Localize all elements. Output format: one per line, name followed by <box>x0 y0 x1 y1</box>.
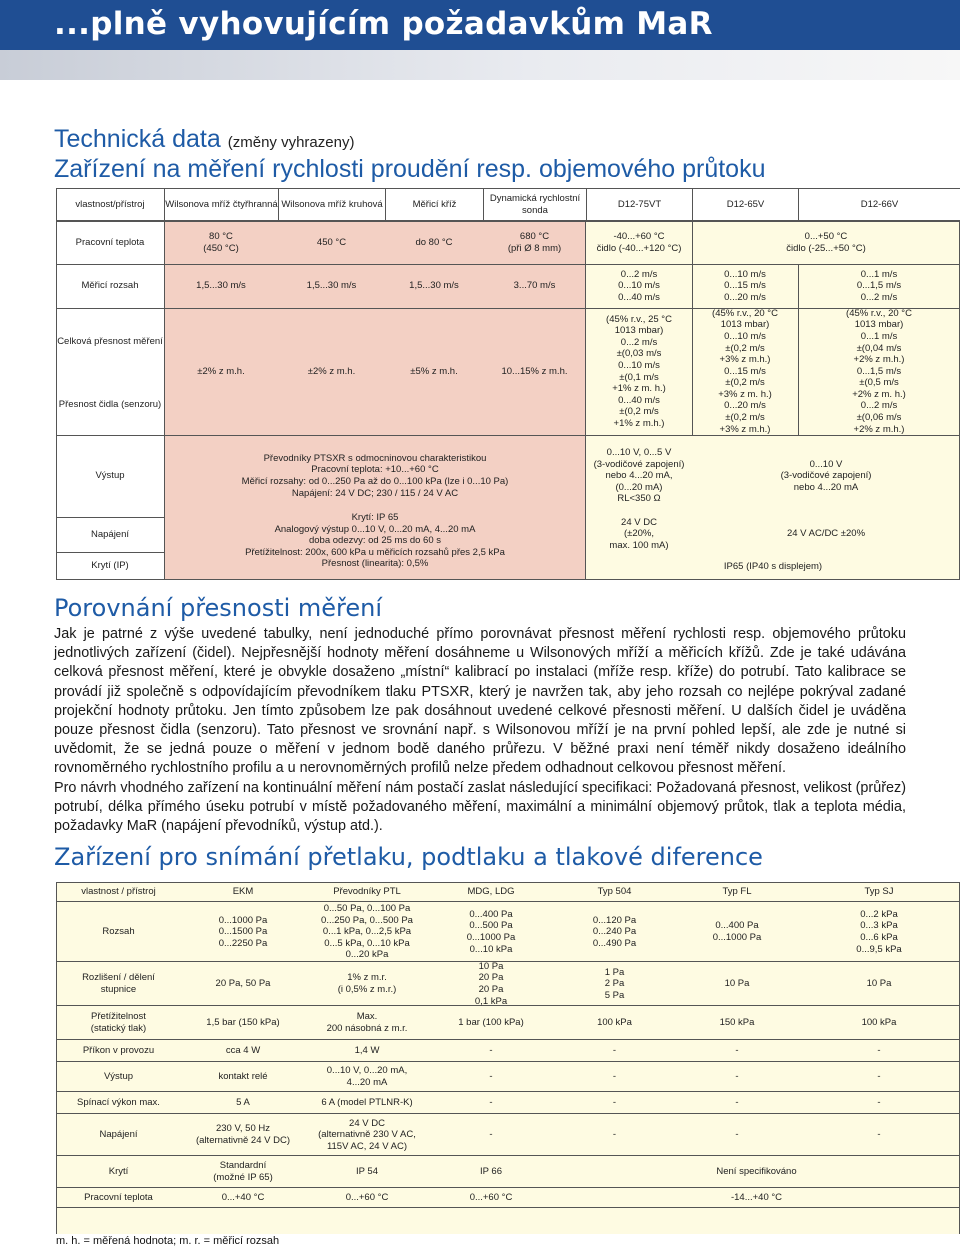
table2-resolution-col-4-text: 1 Pa 2 Pa 5 Pa <box>604 966 625 1001</box>
range-col-5 <box>586 264 692 308</box>
header-banner <box>0 0 960 50</box>
table2-output-col-1-text: kontakt relé <box>218 1071 268 1083</box>
range-col-7-text: 0...1 m/s 0...1,5 m/s 0...2 m/s <box>856 268 902 303</box>
table2-switching-col-5 <box>676 1092 798 1114</box>
table1-header-1-text: Wilsonova mříž čtyřhranná <box>165 198 278 210</box>
output-d12-75vt-text: 0...10 V, 0...5 V (3-vodičové zapojení) nebo 4...20 mA, (0...20 mA) RL<350 Ω <box>593 447 685 505</box>
table2-range-col-2 <box>305 902 429 962</box>
accuracy-col-1-text: ±2% z m.h. <box>197 365 245 377</box>
range-col-6 <box>692 264 798 308</box>
table2-overload-col-5-text: 150 kPa <box>719 1017 755 1029</box>
table2-range-col-4-text: 0...120 Pa 0...240 Pa 0...490 Pa <box>592 914 637 949</box>
ptsxr-description <box>164 446 586 506</box>
table1-header-4-text: Dynamická rychlostní sonda <box>489 192 581 216</box>
range-col-6-text: 0...10 m/s 0...15 m/s 0...20 m/s <box>724 268 766 303</box>
table2-header-2 <box>305 882 429 902</box>
accuracy-col-2 <box>278 308 385 435</box>
table2-header-5 <box>676 882 798 902</box>
table2-switching-col-3-text: - <box>489 1097 493 1109</box>
table2-switching-col-4-text: - <box>612 1097 617 1109</box>
table2-header-1 <box>181 882 305 902</box>
row-label-range <box>56 264 164 308</box>
table2-power-col-1-text: cca 4 W <box>225 1045 261 1057</box>
table2-resolution-col-5 <box>676 962 798 1006</box>
row-label-range-text: Měřicí rozsah <box>81 280 139 292</box>
table2-resolution-col-6-text: 10 Pa <box>866 978 892 990</box>
table2-power-col-2 <box>305 1040 429 1062</box>
table2-range-col-6-text: 0...2 kPa 0...3 kPa 0...6 kPa 0...9,5 kPa <box>856 908 902 955</box>
range-col-2 <box>278 264 385 308</box>
table2-overload-col-1 <box>181 1006 305 1040</box>
row-label-output-text: Výstup <box>95 470 125 482</box>
table2-power-col-4-text: - <box>612 1045 617 1057</box>
table2-output-col-2 <box>305 1062 429 1092</box>
pressure-devices-table <box>56 882 960 1234</box>
accuracy-col-3-text: ±5% z m.h. <box>410 365 458 377</box>
table2-supply-col-4-text: - <box>612 1129 617 1141</box>
table2-output-col-6-text: - <box>877 1071 881 1083</box>
table2-overload-col-2 <box>305 1006 429 1040</box>
table1-header-3-text: Měřicí kříž <box>412 198 457 210</box>
table1-label-divider <box>56 517 164 518</box>
row-label-ip-text: Krytí (IP) <box>91 560 129 572</box>
table2-resolution-col-4 <box>553 962 676 1006</box>
table2-supply-col-6 <box>798 1114 960 1156</box>
table1-header-5 <box>586 188 692 221</box>
table2-power-col-6 <box>798 1040 960 1062</box>
table2-resolution-col-2-text: 1% z m.r. (i 0,5% z m.r.) <box>337 972 397 995</box>
table2-overload-col-4 <box>553 1006 676 1040</box>
temp-d12-65-66 <box>692 221 960 264</box>
row-label-ip <box>56 552 164 580</box>
table1-header-2 <box>278 188 385 221</box>
supply-d12-75vt-text: 24 V DC (±20%, max. 100 mA) <box>609 516 669 551</box>
table1-header-7-text: D12-66V <box>860 198 899 210</box>
table2-range-col-4 <box>553 902 676 962</box>
row-label-supply-text: Napájení <box>90 528 130 540</box>
paragraph-2: Pro návrh vhodného zařízení na kontinuální měření nám postačí zaslat následující specifikaci: Požadovaná přesnost, velikost (průřez) potrubí, délka přímého úseku potrubí v místě požadovaného měření, maximální a minimální objemový průtok, tlak a teplota média, požadavky MaR (napájení převodníků, výstup atd.). <box>54 779 906 835</box>
table2-header-2-text: Převodníky PTL <box>333 886 401 898</box>
section-title-technical <box>54 125 354 154</box>
table2-overload-col-1-text: 1,5 bar (150 kPa) <box>206 1017 280 1029</box>
table2-resolution-col-1 <box>181 962 305 1006</box>
table2-protection-col-1-text: Standardní (možné IP 65) <box>213 1160 273 1183</box>
table2-range-col-1 <box>181 902 305 962</box>
pink-row-divider <box>164 435 586 436</box>
output-d12-75vt <box>586 440 692 512</box>
table2-output-col-3 <box>429 1062 553 1092</box>
supply-d12-65-66-text: 24 V AC/DC ±20% <box>786 528 866 540</box>
table1-header-4 <box>483 188 586 221</box>
table2-switching-col-2-text: 6 A (model PTLNR-K) <box>321 1097 413 1109</box>
range-col-4 <box>483 264 586 308</box>
table1-bottom-border <box>56 579 960 580</box>
table2-protection-col-3-text: IP 66 <box>479 1166 502 1178</box>
range-col-3-text: 1,5...30 m/s <box>409 280 459 292</box>
table2-switching-col-4 <box>553 1092 676 1114</box>
table2-switching-col-1 <box>181 1092 305 1114</box>
row-label-output <box>56 435 164 517</box>
table2-protection-col-4-text: Není specifikováno <box>716 1166 797 1178</box>
table2-output-col-3-text: - <box>489 1071 493 1083</box>
table2-resolution-col-3-text: 10 Pa 20 Pa 20 Pa 0,1 kPa <box>474 960 508 1007</box>
table2-power-col-6-text: - <box>877 1045 881 1057</box>
table2-power-col-1 <box>181 1040 305 1062</box>
temp-probe <box>483 221 586 264</box>
header-band <box>0 50 960 80</box>
table1-left-border <box>56 188 57 580</box>
table2-header-4-text: Typ 504 <box>597 886 632 898</box>
accuracy-col-4 <box>483 308 586 435</box>
table2-overload-col-0 <box>56 1006 181 1040</box>
table2-temperature-col-1-text: 0...+40 °C <box>221 1192 265 1204</box>
accuracy-col-5-text: (45% r.v., 25 °C 1013 mbar) 0...2 m/s ±(0,03 m/s 0...10 m/s ±(0,1 m/s +1% z m. h.) 0...40 m/s ±(0,2 m/s +1% z m.h.) <box>606 313 672 429</box>
table2-resolution-col-2 <box>305 962 429 1006</box>
table2-power-col-3-text: - <box>489 1045 493 1057</box>
table2-range-col-3 <box>429 902 553 962</box>
table2-output-col-4-text: - <box>612 1071 617 1083</box>
row-label-supply <box>56 517 164 552</box>
row-label-total-accuracy-text: Celková přesnost měření <box>57 335 163 347</box>
supply-d12-75vt <box>586 514 692 554</box>
table2-supply-col-3 <box>429 1114 553 1156</box>
temp-wilson-round <box>278 221 385 264</box>
table2-overload-col-5 <box>676 1006 798 1040</box>
table2-protection-col-2 <box>305 1156 429 1188</box>
table2-overload-col-0-text: Přetížitelnost (statický tlak) <box>90 1011 147 1034</box>
table2-resolution-col-1-text: 20 Pa, 50 Pa <box>215 978 271 990</box>
paragraph-1: Jak je patrné z výše uvedené tabulky, není jednoduché přímo porovnávat přesnost měření rychlosti resp. objemového průtoku jednotlivých zařízení (čidel). Nejpřesnější hodnoty měření dosáhneme u Wilsonových mříží a měřicích křížů. Zde je také udávána celková přesnost měření, které je obvykle dosaženo „místní“ kalibrací po instalaci (mříže resp. kříže) do potrubí. Tato kalibrace se provádí již společně s odpovídajícím převodníkem tlaku PTSXR, který je navržen tak, aby jeho rozsah co nejlépe pokrýval zadané projekční hodnoty průtoku. Jen tímto způsobem lze pak dosáhnout uvedené celkové přesnosti měření. U dalších čidel je uváděna pouze přesnost čidla (senzoru). Tato přesnost ve srovnání např. s Wilsonovou mříží je na první pohled lepší, ale zde je nutné si uvědomit, že se jedná pouze o měření v jednom bodě daného průřezu. V běžné praxi není téměř nikdy dosaženo ideálního rovnoměrného rychlostního profilu a u nerovnoměrných profilů nelze předem odhadnout celkovou přesnost měření. <box>54 626 906 777</box>
accuracy-col-1 <box>164 308 278 435</box>
section-title-accuracy: Porovnání přesnosti měření <box>54 594 383 622</box>
table2-power-col-5 <box>676 1040 798 1062</box>
table2-temperature-col-3-text: 0...+60 °C <box>469 1192 513 1204</box>
table2-protection-col-3 <box>429 1156 553 1188</box>
table2-header-0 <box>56 882 181 902</box>
table1-header-5-text: D12-75VT <box>617 198 662 210</box>
table2-supply-col-0-text: Napájení <box>99 1129 138 1141</box>
table2-output-col-5 <box>676 1062 798 1092</box>
table2-overload-col-6-text: 100 kPa <box>861 1017 897 1029</box>
table2-supply-col-0 <box>56 1114 181 1156</box>
section-note: (změny vyhrazeny) <box>227 134 355 151</box>
table2-temperature-col-0-text: Pracovní teplota <box>84 1192 153 1204</box>
table2-overload-col-2-text: Max. 200 násobná z m.r. <box>326 1011 408 1034</box>
table2-protection-col-0-text: Krytí <box>108 1166 129 1178</box>
table2-switching-col-6-text: - <box>877 1097 881 1109</box>
table2-switching-col-5-text: - <box>735 1097 739 1109</box>
table2-range-col-5 <box>676 902 798 962</box>
accuracy-col-4-text: 10...15% z m.h. <box>501 365 568 377</box>
table2-power-col-2-text: 1,4 W <box>354 1045 380 1057</box>
table2-resolution-col-6 <box>798 962 960 1006</box>
table2-header-1-text: EKM <box>232 886 254 898</box>
range-col-3 <box>385 264 483 308</box>
banner-title: ...plně vyhovujícím požadavkům MaR <box>54 6 713 42</box>
temp-cross <box>385 221 483 264</box>
table2-output-col-1 <box>181 1062 305 1092</box>
table2-switching-col-6 <box>798 1092 960 1114</box>
table1-label-divider <box>56 552 164 553</box>
table2-overload-col-3-text: 1 bar (100 kPa) <box>458 1017 524 1029</box>
table2-range-col-6 <box>798 902 960 962</box>
temp-d12-65-66-text: 0...+50 °C čidlo (-25...+50 °C) <box>786 230 866 254</box>
table2-supply-col-1-text: 230 V, 50 Hz (alternativně 24 V DC) <box>196 1123 290 1146</box>
table2-output-col-5-text: - <box>735 1071 739 1083</box>
range-col-1 <box>164 264 278 308</box>
table2-header-4 <box>553 882 676 902</box>
row-label-total-accuracy <box>56 308 164 375</box>
table2-range-col-0 <box>56 902 181 962</box>
table2-supply-col-1 <box>181 1114 305 1156</box>
ptsxr-description-text: Převodníky PTSXR s odmocninovou charakteristikou Pracovní teplota: +10...+60 °C Měřicí rozsahy: od 0...250 Pa až do 0...100 kPa (lze i 0...10 Pa) Napájení: 24 V DC; 230 / 115 / 24 V AC <box>241 452 509 499</box>
table2-power-col-4 <box>553 1040 676 1062</box>
temp-wilson-square-text: 80 °C (450 °C) <box>203 230 239 254</box>
table2-header-6 <box>798 882 960 902</box>
table1-header-6 <box>692 188 798 221</box>
output-d12-65-66-text: 0...10 V (3-vodičové zapojení) nebo 4...20 mA <box>780 458 872 493</box>
temp-cross-text: do 80 °C <box>415 236 453 248</box>
range-col-5-text: 0...2 m/s 0...10 m/s 0...40 m/s <box>618 268 660 303</box>
footnote: m. h. = měřená hodnota; m. r. = měřicí rozsah <box>56 1235 280 1247</box>
table2-output-col-0 <box>56 1062 181 1092</box>
table2-switching-col-1-text: 5 A <box>236 1097 250 1109</box>
table2-switching-col-2 <box>305 1092 429 1114</box>
table1-header-7 <box>798 188 960 221</box>
table2-output-col-6 <box>798 1062 960 1092</box>
table2-temperature-col-4 <box>553 1188 960 1208</box>
table2-supply-col-5-text: - <box>735 1129 739 1141</box>
table2-resolution-col-0-text: Rozlišení / dělení stupnice <box>82 972 155 995</box>
ptsxr-specs <box>164 510 586 572</box>
table2-header-0-text: vlastnost / přístroj <box>81 886 156 898</box>
temp-d12-75vt-text: -40...+60 °C čidlo (-40...+120 °C) <box>596 230 682 254</box>
row-label-temperature-text: Pracovní teplota <box>75 236 145 248</box>
table2-temperature-col-2-text: 0...+60 °C <box>345 1192 389 1204</box>
temp-probe-text: 680 °C (při Ø 8 mm) <box>507 230 562 254</box>
table1-header-0 <box>56 188 164 221</box>
table2-protection-col-4 <box>553 1156 960 1188</box>
table2-overload-col-4-text: 100 kPa <box>597 1017 632 1029</box>
table2-header-3-text: MDG, LDG <box>467 886 515 898</box>
table2-supply-col-3-text: - <box>489 1129 493 1141</box>
section-title-text: Technická data <box>54 125 221 153</box>
accuracy-col-3 <box>385 308 483 435</box>
table2-output-col-2-text: 0...10 V, 0...20 mA, 4...20 mA <box>326 1065 408 1088</box>
table2-temperature-col-2 <box>305 1188 429 1208</box>
table2-temperature-col-3 <box>429 1188 553 1208</box>
table2-switching-col-0 <box>56 1092 181 1114</box>
table2-output-col-0-text: Výstup <box>103 1071 134 1083</box>
table2-range-col-2-text: 0...50 Pa, 0...100 Pa 0...250 Pa, 0...500 Pa 0...1 kPa, 0...2,5 kPa 0...5 kPa, 0...10 kPa 0...20 kPa <box>321 903 413 961</box>
table2-range-col-1-text: 0...1000 Pa 0...1500 Pa 0...2250 Pa <box>218 914 268 949</box>
table2-supply-col-2-text: 24 V DC (alternativně 230 V AC, 115V AC, 24 V AC) <box>318 1117 416 1152</box>
supply-d12-65-66 <box>692 514 960 554</box>
table2-resolution-col-5-text: 10 Pa <box>724 978 750 990</box>
table2-header-3 <box>429 882 553 902</box>
range-col-4-text: 3...70 m/s <box>513 280 556 292</box>
accuracy-col-7-text: (45% r.v., 20 °C 1013 mbar) 0...1 m/s ±(0,04 m/s +2% z m.h.) 0...1,5 m/s ±(0,5 m/s +2% z m. h.) 0...2 m/s ±(0,06 m/s +2% z m.h.) <box>846 307 912 435</box>
table2-power-col-0-text: Příkon v provozu <box>82 1045 155 1057</box>
table1-header-0-text: vlastnost/přístroj <box>75 198 145 210</box>
section-title-pressure: Zařízení pro snímání přetlaku, podtlaku a tlakové diference <box>54 843 763 871</box>
accuracy-col-6-text: (45% r.v., 20 °C 1013 mbar) 0...10 m/s ±(0,2 m/s +3% z m.h.) 0...15 m/s ±(0,2 m/s +3% z m. h.) 0...20 m/s ±(0,2 m/s +3% z m.h.) <box>712 307 778 435</box>
table2-temperature-col-4-text: -14...+40 °C <box>730 1192 783 1204</box>
table2-switching-col-3 <box>429 1092 553 1114</box>
table2-range-col-5-text: 0...400 Pa 0...1000 Pa <box>712 920 762 943</box>
accuracy-col-5 <box>586 308 692 435</box>
output-d12-65-66 <box>692 440 960 512</box>
table2-range-col-3-text: 0...400 Pa 0...500 Pa 0...1000 Pa 0...10 kPa <box>466 908 516 955</box>
accuracy-col-6 <box>692 308 798 435</box>
table2-power-col-0 <box>56 1040 181 1062</box>
table2-protection-col-2-text: IP 54 <box>355 1166 378 1178</box>
table2-supply-col-4 <box>553 1114 676 1156</box>
section-subtitle-flow: Zařízení na měření rychlosti proudění resp. objemového průtoku <box>54 155 766 183</box>
table2-header-5-text: Typ FL <box>722 886 752 898</box>
table2-overload-col-3 <box>429 1006 553 1040</box>
table2-switching-col-0-text: Spínací výkon max. <box>77 1097 160 1109</box>
range-col-2-text: 1,5...30 m/s <box>306 280 357 292</box>
table1-header-2-text: Wilsonova mříž kruhová <box>281 198 383 210</box>
table2-power-col-5-text: - <box>735 1045 739 1057</box>
accuracy-paragraph <box>54 625 906 836</box>
temp-wilson-round-text: 450 °C <box>316 236 347 248</box>
row-label-temperature <box>56 221 164 264</box>
table2-output-col-4 <box>553 1062 676 1092</box>
table2-overload-col-6 <box>798 1006 960 1040</box>
temp-d12-75vt <box>586 221 692 264</box>
accuracy-col-7 <box>798 308 960 435</box>
table2-protection-col-1 <box>181 1156 305 1188</box>
ptsxr-specs-text: Krytí: IP 65 Analogový výstup 0...10 V, 0...20 mA, 4...20 mA doba odezvy: od 25 ms do 60 s Přetížitelnost: 200x, 600 kPa u měřicích rozsahů přes 2,5 kPa Přesnost (linearita): 0,5% <box>245 512 505 570</box>
table2-supply-col-5 <box>676 1114 798 1156</box>
table2-temperature-col-0 <box>56 1188 181 1208</box>
accuracy-col-2-text: ±2% z m.h. <box>307 365 356 377</box>
table2-protection-col-0 <box>56 1156 181 1188</box>
table1-header-6-text: D12-65V <box>726 198 765 210</box>
table2-supply-col-2 <box>305 1114 429 1156</box>
row-label-sensor-accuracy-text: Přesnost čidla (senzoru) <box>58 399 162 411</box>
table2-supply-col-6-text: - <box>877 1129 881 1141</box>
table2-resolution-col-3 <box>429 962 553 1006</box>
table2-resolution-col-0 <box>56 962 181 1006</box>
range-col-7 <box>798 264 960 308</box>
table2-temperature-col-1 <box>181 1188 305 1208</box>
table2-header-6-text: Typ SJ <box>864 886 894 898</box>
table1-header-1 <box>164 188 278 221</box>
ip-d12-text: IP65 (IP40 s displejem) <box>723 561 823 573</box>
temp-wilson-square <box>164 221 278 264</box>
table2-range-col-0-text: Rozsah <box>102 926 135 938</box>
table1-header-3 <box>385 188 483 221</box>
row-label-sensor-accuracy <box>56 375 164 435</box>
flow-devices-table <box>56 188 960 578</box>
range-col-1-text: 1,5...30 m/s <box>196 280 246 292</box>
table2-power-col-3 <box>429 1040 553 1062</box>
ip-d12 <box>586 556 960 578</box>
